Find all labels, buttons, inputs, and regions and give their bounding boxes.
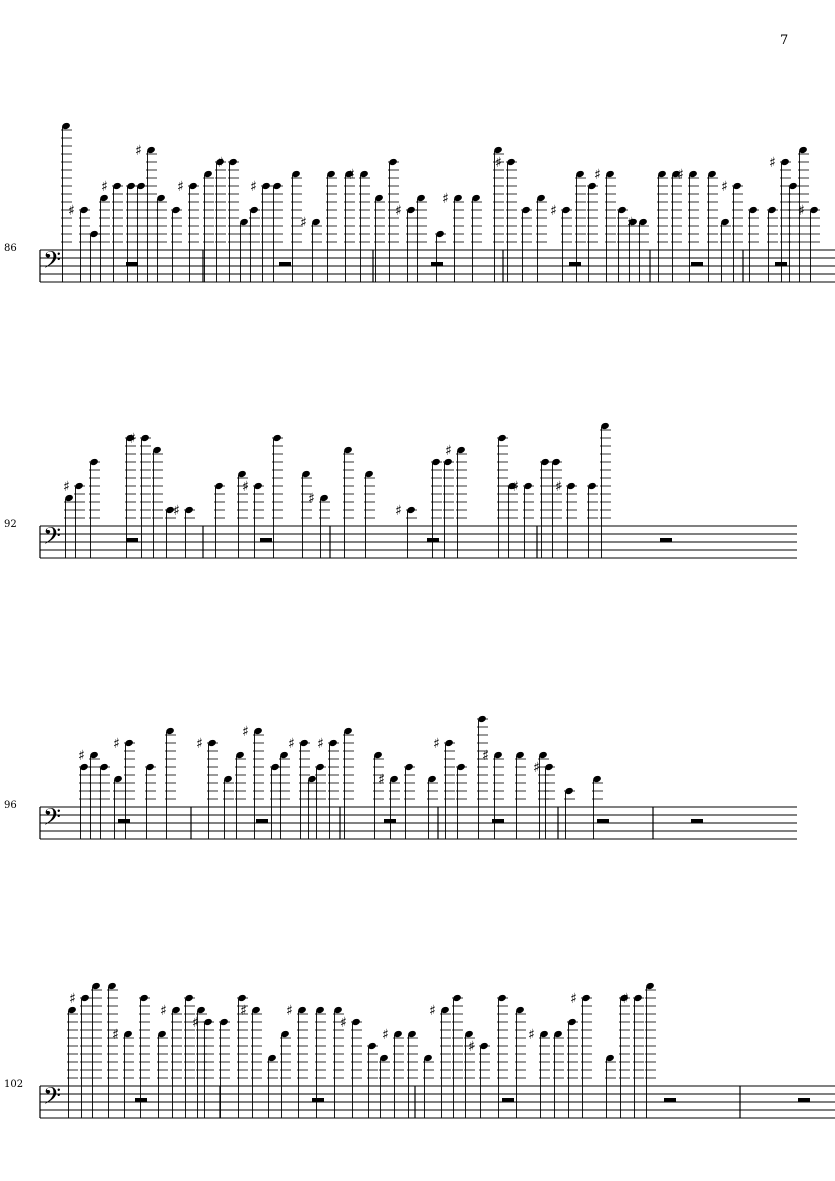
sharp-icon: ♯ [340,1015,347,1031]
sharp-icon: ♯ [769,155,776,171]
sharp-icon: ♯ [594,167,601,183]
sharp-icon: ♯ [196,736,203,752]
sharp-icon: ♯ [798,203,805,219]
half-rest-icon [126,538,138,542]
sharp-icon: ♯ [429,1003,436,1019]
sharp-icon: ♯ [495,155,502,171]
sharp-icon: ♯ [217,155,224,171]
half-rest-icon [775,262,787,266]
half-rest-icon [660,538,672,542]
sharp-icon: ♯ [468,1039,475,1055]
half-rest-icon [502,1098,514,1102]
sharp-icon: ♯ [555,479,562,495]
sharp-icon: ♯ [286,1003,293,1019]
half-rest-icon [260,538,272,542]
sharp-icon: ♯ [348,167,355,183]
sharp-icon: ♯ [242,479,249,495]
sharp-icon: ♯ [173,503,180,519]
sharp-icon: ♯ [445,443,452,459]
sharp-icon: ♯ [69,991,76,1007]
sharp-icon: ♯ [482,748,489,764]
half-rest-icon [427,538,439,542]
sharp-icon: ♯ [112,1027,119,1043]
bass-clef-icon: 𝄢 [43,1082,62,1115]
sharp-icon: ♯ [68,203,75,219]
measure-number-102: 102 [4,1079,24,1090]
sharp-icon: ♯ [129,431,136,447]
bass-clef-icon: 𝄢 [43,246,62,279]
half-rest-icon [798,1098,810,1102]
half-rest-icon [691,262,703,266]
sharp-icon: ♯ [570,991,577,1007]
half-rest-icon [126,262,138,266]
sharp-icon: ♯ [395,203,402,219]
sharp-icon: ♯ [288,736,295,752]
sharp-icon: ♯ [240,1003,247,1019]
half-rest-icon [135,1098,147,1102]
sharp-icon: ♯ [442,191,449,207]
sharp-icon: ♯ [317,736,324,752]
sharp-icon: ♯ [160,1003,167,1019]
sharp-icon: ♯ [135,143,142,159]
half-rest-icon [312,1098,324,1102]
sharp-icon: ♯ [63,479,70,495]
sharp-icon: ♯ [550,203,557,219]
half-rest-icon [256,819,268,823]
bass-clef-icon: 𝄢 [43,522,62,555]
sharp-icon: ♯ [627,215,634,231]
sharp-icon: ♯ [78,748,85,764]
sharp-icon: ♯ [528,1027,535,1043]
sharp-icon: ♯ [242,724,249,740]
half-rest-icon [279,262,291,266]
sharp-icon: ♯ [512,479,519,495]
sharp-icon: ♯ [250,179,257,195]
page-number: 7 [780,33,789,48]
sharp-icon: ♯ [113,736,120,752]
half-rest-icon [492,819,504,823]
half-rest-icon [118,819,130,823]
sharp-icon: ♯ [395,503,402,519]
bass-clef-icon: 𝄢 [43,803,62,836]
half-rest-icon [384,819,396,823]
sharp-icon: ♯ [622,991,629,1007]
sharp-icon: ♯ [533,760,540,776]
sharp-icon: ♯ [721,179,728,195]
sharp-icon: ♯ [382,1027,389,1043]
sharp-icon: ♯ [192,1015,199,1031]
measure-number-86: 86 [4,243,17,254]
half-rest-icon [664,1098,676,1102]
sharp-icon: ♯ [177,179,184,195]
sharp-icon: ♯ [101,179,108,195]
sharp-icon: ♯ [300,215,307,231]
half-rest-icon [691,819,703,823]
sharp-icon: ♯ [308,491,315,507]
sharp-icon: ♯ [677,167,684,183]
measure-number-92: 92 [4,519,17,530]
half-rest-icon [431,262,443,266]
measure-number-96: 96 [4,800,17,811]
half-rest-icon [597,819,609,823]
half-rest-icon [569,262,581,266]
sharp-icon: ♯ [378,772,385,788]
sharp-icon: ♯ [433,736,440,752]
